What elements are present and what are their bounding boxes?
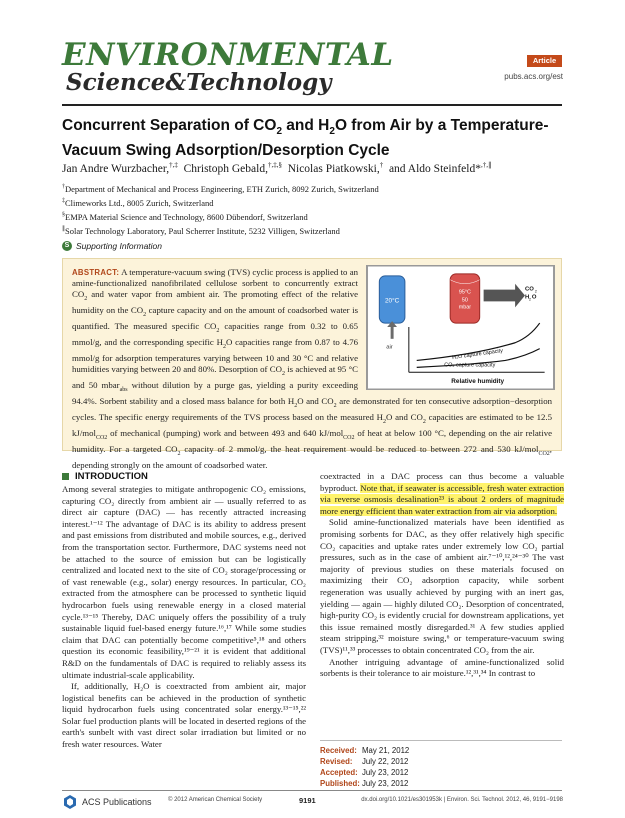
x-axis-label: Relative humidity bbox=[451, 378, 505, 386]
intro-paragraph: Solid amine-functionalized materials have been identified as promising sorbents for DAC, as they offer relatively high specific CO₂ capacities and uptake rates under extremely low CO₂ partial pressures, such as in the case of ambient air.⁷⁻¹⁰,¹²,²⁴⁻³⁰ The vast majority of previous studies on these materials focused on maximizing their CO₂ adsorption capacity, while sorbent regeneration was usually achieved by purging with an inert gas, yielding — again — highly diluted CO₂. Desorption of concentrated, high-purity CO₂ is evidently crucial for downstream applications, yet this issue remained mostly disregarded.³¹ A few studies applied steam stripping,³² moisture swing,⁶ or temperature-vacuum swing (TVS)¹¹,³³ processes to obtain concentrated CO₂ from the air. bbox=[320, 517, 564, 655]
cold-adsorber-icon bbox=[379, 276, 405, 323]
hot-desorber-icon bbox=[450, 274, 480, 323]
intro-paragraph: coextracted in a DAC process can thus become a valuable byproduct. Note that, if seawater is accessible, fresh water extraction via reverse osmosis desalination²³ is about 2 orders of magnitude more energy efficient than water extraction from air via adsorption. bbox=[320, 471, 564, 516]
h2o-curve-label: H₂O capture capacity bbox=[451, 348, 504, 362]
abstract-box bbox=[62, 258, 562, 471]
intro-paragraph: Among several strategies to mitigate anthropogenic CO₂ emissions, capturing CO₂ directly from ambient air — usually referred to as direct air capture (DAC) — has recently attracted increasing interest.¹⁻¹² The advantage of DAC is its ability to address present and past emissions from distributed and mobile sources, e.g., derived from the transportation sector. Furthermore, DAC systems need not be attached to the source of emission but can be logistically centralized and located next to the site of CO₂ storage/processing or of vast renewable (e.g., solar) energy resources. In particular, CO₂ extracted from the atmosphere can be processed to synthetic liquid hydrocarbon fuels using renewable energy in a closed material cycle.¹³⁻¹⁵ Thereby, DAC uniquely offers the possibility of a truly sustainable liquid fuel-based energy future.¹⁶,¹⁷ While some studies claim that DAC can potentially become competitive⁵,¹⁸ and others question its economic feasibility,¹⁹⁻²¹ it is evident that additional R&D on the fundamentals of DAC is required to reliably assess its ultimate industrial-scale applicability. bbox=[62, 484, 306, 680]
affiliation: ‡Climeworks Ltd., 8005 Zurich, Switzerland bbox=[62, 197, 214, 208]
supporting-info-link[interactable]: S Supporting Information bbox=[62, 241, 162, 251]
abstract-heading: ABSTRACT: bbox=[72, 268, 120, 277]
affiliation: †Department of Mechanical and Process Engineering, ETH Zurich, 8092 Zurich, Switzerland bbox=[62, 183, 379, 194]
svg-text:O: O bbox=[531, 294, 537, 301]
article-type-badge: Article bbox=[527, 55, 562, 67]
author-name[interactable]: and Aldo Steinfeld* bbox=[388, 162, 481, 175]
affiliation: ∥Solar Technology Laboratory, Paul Scherrer Institute, 5232 Villigen, Switzerland bbox=[62, 225, 340, 236]
highlighted-text: Note that, if seawater is accessible, fresh water extraction via reverse osmosis desalination²³ is about 2 orders of magnitude more energy efficient than water extraction from air via adsorption. bbox=[320, 482, 564, 516]
date-row: Revised: July 22, 2012 bbox=[320, 757, 409, 766]
intro-paragraph: If, additionally, H₂O is coextracted from ambient air, major logistical benefits can be achieved in the production of synthetic liquid hydrocarbon fuels using concentrated solar energy.¹³⁻¹⁵,²² Solar fuel production plants will be located in deserted regions of the earth's sunbelt with vast direct solar irradiation but limited or no fresh water resources. Water bbox=[62, 681, 306, 750]
author-name[interactable]: Nicolas Piatkowski, bbox=[287, 162, 380, 175]
author-list: Jan Andre Wurzbacher,†,‡ Christoph Gebald,†,‡,§ Nicolas Piatkowski,† and Aldo Steinfeld*,†,∥ bbox=[62, 161, 492, 175]
author-name[interactable]: Christoph Gebald, bbox=[183, 162, 268, 175]
svg-text:2: 2 bbox=[534, 288, 537, 294]
section-heading-introduction: INTRODUCTION bbox=[62, 471, 148, 482]
logo-line-2: Science&Technology bbox=[66, 69, 332, 96]
svg-text:2: 2 bbox=[528, 296, 532, 302]
footer-divider bbox=[62, 790, 562, 791]
date-row: Published: July 23, 2012 bbox=[320, 779, 409, 788]
acs-publications-logo[interactable]: ACS Publications bbox=[62, 794, 152, 810]
date-row: Accepted: July 23, 2012 bbox=[320, 768, 409, 777]
svg-text:mbar: mbar bbox=[458, 304, 472, 311]
author-name[interactable]: Jan Andre Wurzbacher, bbox=[62, 162, 170, 175]
air-label: air bbox=[386, 344, 393, 351]
abstract-text: 20°C air 95°C 50 mbar CO 2 H 2 O H₂O capture capacity CO₂ capture capacity Relative humidity ABSTRACT: A temperature-vacuum swing (TVS) cyclic process is applied to an amine-functionalized nanofibrilated cellulose sorbent to concurrently extract $CO_2$ and water vapor from ambient air. The promoting effect of the relative humidity on the $CO_2$ capture capacity and on the amount of coadsorbed water is quantified. The measured specific $CO_2$ capacities range from 0.32 to 0.65 mmol/g, and the corresponding specific $H_2O$ capacities range from 0.87 to 4.76 mmol/g for adsorption temperatures varying between 10 and 30 °C and relative humidities varying between 20 and 80%. Desorption of $CO_2$ is achieved at 95 °C and 50 mbar$_{abs}$ without dilution by a purge gas, yielding a purity exceeding 94.4%. Sorbent stability and a closed mass balance for both $H_2O$ and $CO_2$ are demonstrated for ten consecutive adsorption−desorption cycles. The specific energy requirements of the TVS process based on the measured $H_2O$ and $CO_2$ capacities are estimated to be 12.5 kJ/mol$_{CO2}$ of mechanical (pumping) work and between 493 and 640 kJ/mol$_{CO2}$ of heat at below 100 °C, depending on the air relative humidity. For a targeted $CO_2$ capacity of 2 mmol/g, the heat requirement would be reduced to between 272 and 530 kJ/mol$_{CO2}$, depending strongly on the amount of coadsorbed water. bbox=[72, 267, 552, 471]
supporting-info-icon: S bbox=[62, 241, 72, 251]
affiliation: §EMPA Material Science and Technology, 8600 Dübendorf, Switzerland bbox=[62, 211, 308, 222]
article-title: Concurrent Separation of $CO_2$ and $H_2O$ from Air by a Temperature-Vacuum Swing Adsorption/Desorption Cycle bbox=[62, 117, 549, 159]
cold-temp-label: 20°C bbox=[384, 297, 400, 305]
doi-citation[interactable]: dx.doi.org/10.1021/es301953k | Environ. Sci. Technol. 2012, 46, 9191−9198 bbox=[361, 797, 563, 803]
logo-line-1: ENVIRONMENTAL bbox=[62, 37, 394, 73]
svg-text:H: H bbox=[524, 294, 530, 301]
co2-curve-label: CO₂ capture capacity bbox=[444, 362, 496, 369]
svg-text:50: 50 bbox=[461, 297, 468, 304]
body-column-left bbox=[62, 484, 306, 751]
page-number: 9191 bbox=[299, 796, 316, 805]
header-divider bbox=[62, 104, 562, 106]
journal-logo bbox=[62, 37, 394, 102]
copyright-notice: © 2012 American Chemical Society bbox=[168, 797, 263, 803]
date-row: Received: May 21, 2012 bbox=[320, 746, 410, 755]
intro-paragraph: Another intriguing advantage of amine-functionalized solid sorbents is their tolerance to air moisture.¹²,³¹,³⁴ In contrast to bbox=[320, 656, 564, 679]
acs-hexagon-icon bbox=[62, 794, 78, 810]
publication-dates bbox=[320, 740, 562, 789]
section-marker-icon bbox=[62, 473, 69, 480]
svg-text:CO: CO bbox=[524, 286, 534, 293]
journal-url-link[interactable]: pubs.acs.org/est bbox=[504, 72, 563, 81]
hot-temp-label: 95°C bbox=[458, 289, 471, 296]
body-column-right bbox=[320, 471, 564, 680]
toc-graphic bbox=[366, 265, 555, 390]
